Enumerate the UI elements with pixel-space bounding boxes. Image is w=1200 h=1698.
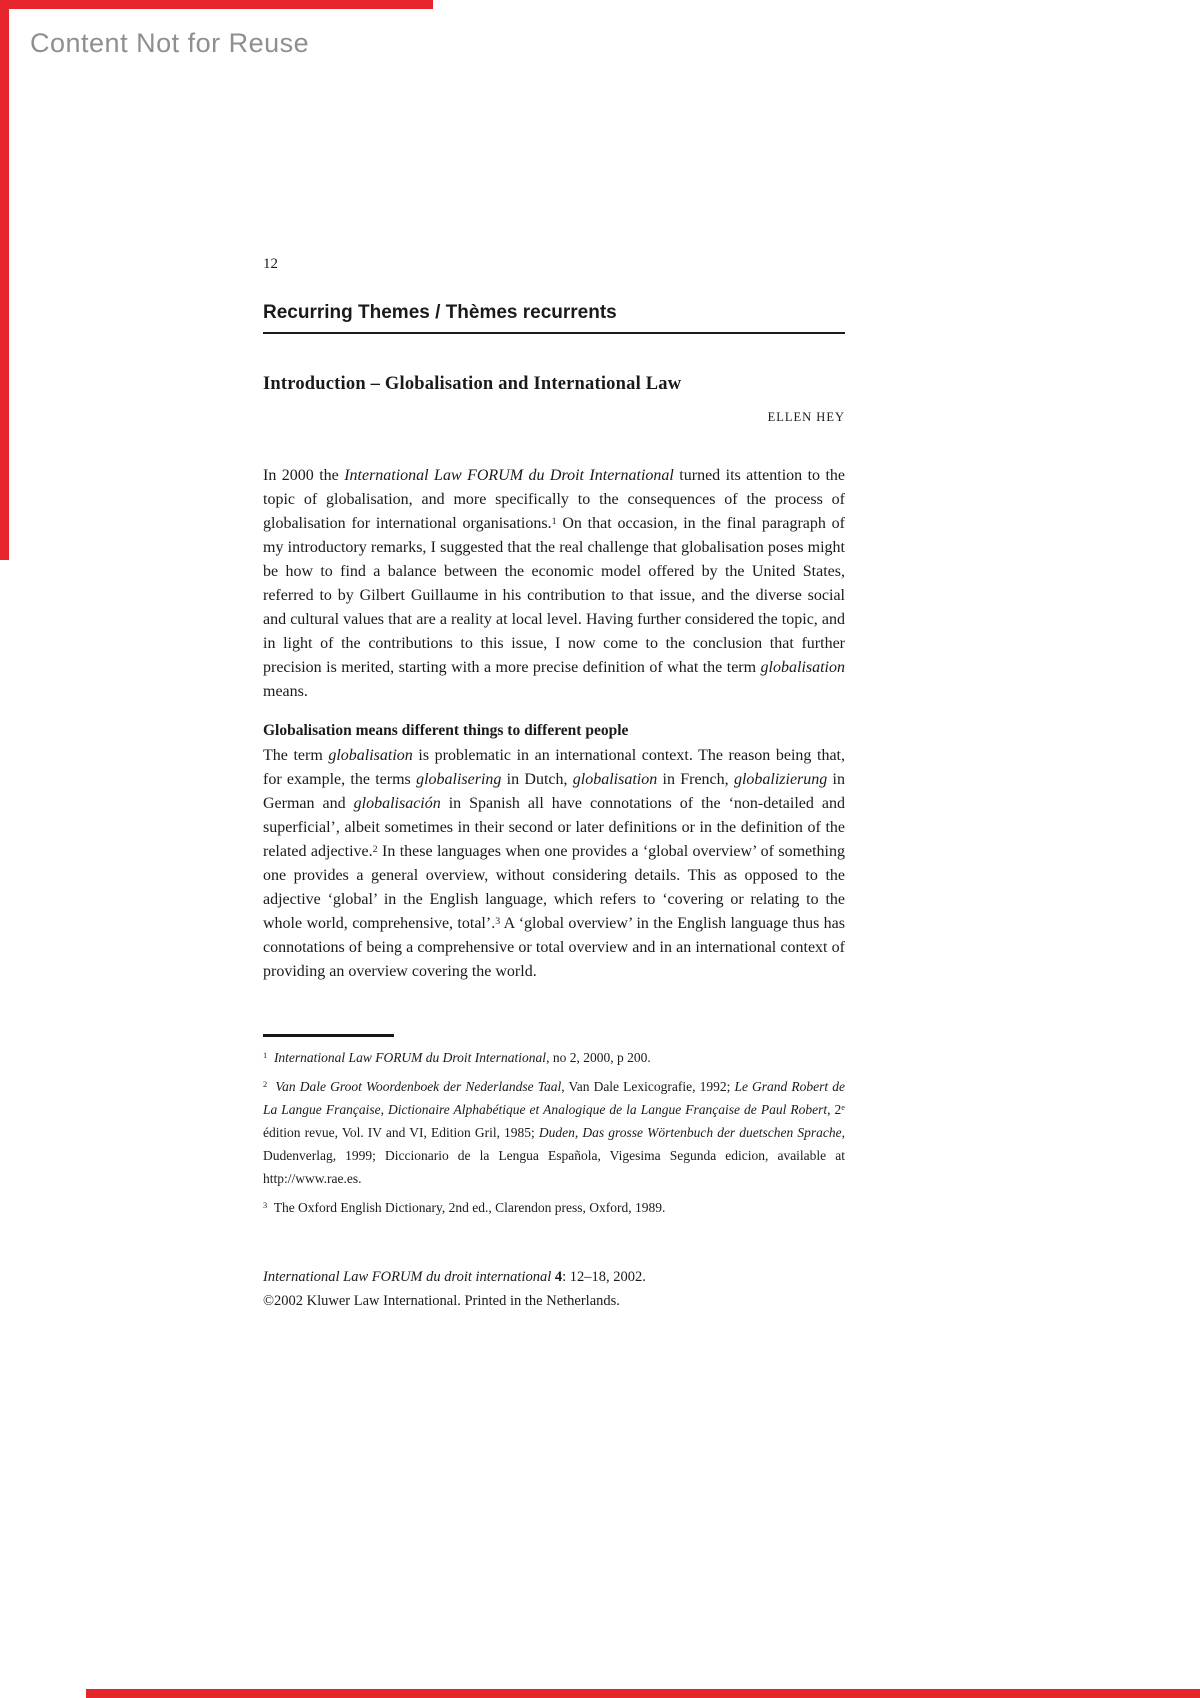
section-subheading: Globalisation means different things to different people [263, 722, 629, 739]
page-footer [263, 1265, 845, 1313]
author-name: ELLEN HEY [767, 410, 845, 424]
article-title: Introduction – Globalisation and International Law [263, 374, 682, 394]
crop-mark-bottom [86, 1689, 1200, 1698]
footnotes-block [263, 1046, 845, 1219]
footnote-separator [263, 1034, 394, 1037]
page-number: 12 [263, 256, 278, 272]
footnote-1: $^1$ International Law FORUM du Droit International, no 2, 2000, p 200. [263, 1050, 651, 1065]
crop-mark-left [0, 0, 9, 560]
body-paragraph-1: In 2000 the International Law FORUM du Droit International turned its attention to the topic of globalisation, and more specifically to the consequences of the process of globalisation for international organisations.$^1$ On that occasion, in the final paragraph of my introductory remarks, I suggested that the real challenge that globalisation poses might be how to find a balance between the economic model offered by the United States, referred to by Gilbert Guillaume in his contribution to that issue, and the diverse social and cultural values that are a reality at local level. Having further considered the topic, and in light of the contributions to this issue, I now come to the conclusion that further precision is merited, starting with a more precise definition of what the term globalisation means. [263, 467, 846, 700]
footnote-3: $^3$ The Oxford English Dictionary, 2nd ed., Clarendon press, Oxford, 1989. [263, 1200, 666, 1215]
journal-citation: International Law FORUM du droit international 4: 12–18, 2002. [263, 1269, 646, 1285]
copyright-line: ©2002 Kluwer Law International. Printed in the Netherlands. [263, 1293, 620, 1309]
section-header: Recurring Themes / Thèmes recurrents [263, 302, 845, 334]
watermark-text: Content Not for Reuse [30, 28, 310, 58]
body-paragraph-2: The term globalisation is problematic in an international context. The reason being that, for example, the terms globalisering in Dutch, globalisation in French, globalizierung in German and globalisación in Spanish all have connotations of the ‘non-detailed and superficial’, albeit sometimes in their second or later definitions or in the definition of the related adjective.$^2$ In these languages when one provides a ‘global overview’ of something one provides a general overview, without considering details. This as opposed to the adjective ‘global’ in the English language, which refers to ‘covering or relating to the whole world, comprehensive, total’.$^3$ A ‘global overview’ in the English language thus has connotations of being a comprehensive or total overview and in an international context of providing an overview covering the world. [263, 747, 846, 980]
article-content [263, 0, 845, 1313]
footnote-2: $^2$ Van Dale Groot Woordenboek der Nederlandse Taal, Van Dale Lexicografie, 1992; Le Grand Robert de La Langue Française, Dictionaire Alphabétique et Analogique de la Langue Française de Paul Robert, 2e édition revue, Vol. IV and VI, Edition Gril, 1985; Duden, Das grosse Wörtenbuch der duetschen Sprache, Dudenverlag, 1999; Diccionario de la Lengua Española, Vigesima Segunda edicion, available at http://www.rae.es. [263, 1079, 845, 1186]
